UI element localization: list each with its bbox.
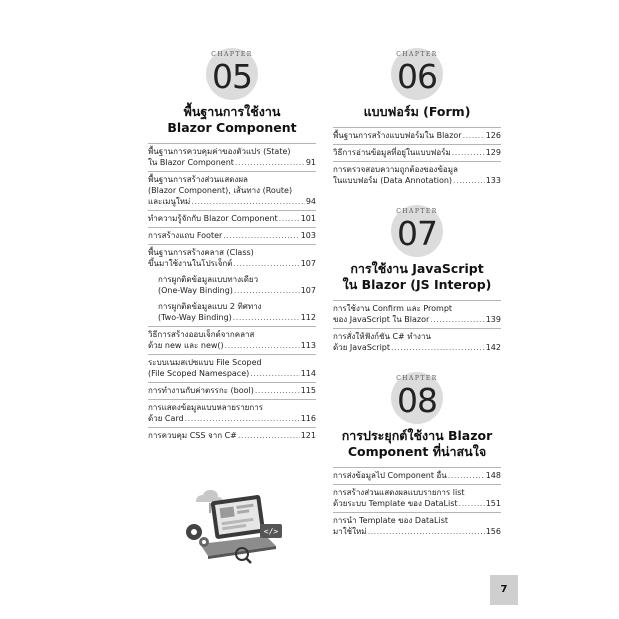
toc-entry-line	[148, 185, 316, 196]
chapter-title-line: แบบฟอร์ม (Form)	[363, 104, 471, 119]
toc-entry	[148, 299, 316, 326]
toc-entry-text: พื้นฐานการสร้างแบบฟอร์มใน Blazor	[333, 131, 462, 140]
toc-entry	[333, 161, 501, 189]
dot-leader	[459, 498, 485, 509]
dot-leader	[279, 213, 300, 224]
toc-entry	[148, 244, 316, 272]
chapter-title-line: ใน Blazor (JS Interop)	[342, 277, 492, 292]
chapter-badge	[206, 48, 258, 100]
toc-page-number: 139	[485, 315, 501, 324]
toc-entry	[333, 144, 501, 161]
toc-entry-line	[158, 274, 316, 285]
dot-leader	[223, 230, 299, 241]
toc-entry-text: การสร้างส่วนแสดงผลแบบรายการ list	[333, 488, 465, 497]
toc-page-number: 148	[485, 471, 501, 480]
toc-page-number: 129	[485, 148, 501, 157]
toc-entry	[333, 512, 501, 540]
toc-entry-text: พื้นฐานการสร้างคลาส (Class)	[148, 248, 254, 257]
toc-entry-line	[158, 285, 316, 296]
chapter-word: CHAPTER	[396, 208, 438, 215]
toc-entry-line	[148, 146, 316, 157]
dot-leader	[233, 258, 299, 269]
chapter-08	[333, 372, 501, 540]
toc-page-number: 115	[300, 386, 316, 395]
toc-entry-text: ของ JavaScript ใน Blazor	[333, 315, 430, 324]
toc-entry	[148, 272, 316, 299]
toc-entry-text: (File Scoped Namespace)	[148, 369, 250, 378]
toc-entry-line	[333, 147, 501, 158]
dot-leader	[255, 385, 300, 396]
toc-page-number: 133	[485, 176, 501, 185]
toc-entry-line	[148, 258, 316, 269]
toc-entry-text: (One-Way Binding)	[158, 286, 233, 295]
toc-entry-line	[333, 342, 501, 353]
toc-entry	[148, 210, 316, 227]
toc-entry-text: (Blazor Component), เส้นทาง (Route)	[148, 186, 293, 195]
toc-entry	[148, 382, 316, 399]
dot-leader	[250, 368, 299, 379]
toc-entry	[333, 467, 501, 484]
toc-page-number: 101	[300, 214, 316, 223]
toc-entry-line	[148, 413, 316, 424]
chapters-right-column	[333, 48, 501, 540]
laptop-gears-illustration	[178, 480, 288, 570]
dot-leader	[185, 413, 300, 424]
toc-entry	[148, 171, 316, 210]
toc-entry-line	[333, 303, 501, 314]
toc-entry-line	[333, 515, 501, 526]
chapter-badge	[391, 48, 443, 100]
dot-leader	[225, 340, 300, 351]
toc-page-number: 156	[485, 527, 501, 536]
page-number: 7	[500, 584, 508, 595]
toc-entry-line	[148, 368, 316, 379]
toc-entry-line	[148, 385, 316, 396]
toc-entry-text: ระบบเนมสเปซแบบ File Scoped	[148, 358, 262, 367]
chapter-title-line: การใช้งาน JavaScript	[350, 261, 484, 276]
toc-entry-text: การทำงานกับค่าตรรกะ (bool)	[148, 386, 254, 395]
toc-page-number: 107	[300, 259, 316, 268]
chapter-badge	[391, 372, 443, 424]
toc-list	[333, 300, 501, 356]
toc-entry-text: การควบคุม CSS จาก C#	[148, 431, 237, 440]
dot-leader	[233, 312, 300, 323]
toc-entry-text: ด้วย JavaScript	[333, 343, 391, 352]
chapter-title	[333, 428, 501, 460]
toc-entry-text: การผูกติดข้อมูลแบบ 2 ทิศทาง	[158, 302, 262, 311]
toc-entry-text: การใช้งาน Confirm และ Prompt	[333, 304, 453, 313]
toc-entry	[148, 227, 316, 244]
toc-entry-text: วิธีการอ่านข้อมูลที่อยู่ในแบบฟอร์ม	[333, 148, 451, 157]
toc-entry	[148, 354, 316, 382]
dot-leader	[234, 285, 300, 296]
chapter-word: CHAPTER	[211, 51, 253, 58]
toc-page-number: 103	[300, 231, 316, 240]
toc-entry-text: (Two-Way Binding)	[158, 313, 232, 322]
chapter-title	[333, 261, 501, 293]
toc-entry-text: การนำ Template ของ DataList	[333, 516, 448, 525]
toc-entry-line	[333, 331, 501, 342]
dot-leader	[191, 196, 305, 207]
chapter-title-line: Component ที่น่าสนใจ	[347, 444, 487, 459]
toc-entry-text: ด้วย new และ new()	[148, 341, 224, 350]
toc-entry-line	[148, 230, 316, 241]
toc-entry-text: การผูกติดข้อมูลแบบทางเดียว	[158, 275, 259, 284]
toc-entry-line	[333, 487, 501, 498]
toc-entry-line	[148, 196, 316, 207]
toc-entry	[148, 326, 316, 354]
toc-entry-line	[148, 157, 316, 168]
toc-list	[148, 143, 316, 444]
toc-entry-text: และเมนูใหม่	[148, 197, 191, 206]
dot-leader	[430, 314, 484, 325]
dot-leader	[463, 130, 485, 141]
toc-entry-text: การตรวจสอบความถูกต้องของข้อมูล	[333, 165, 458, 174]
toc-page-number: 116	[300, 414, 316, 423]
toc-entry-line	[333, 526, 501, 537]
toc-page-number: 126	[485, 131, 501, 140]
chapter-number: 05	[212, 57, 252, 96]
toc-entry-text: การแสดงข้อมูลแบบหลายรายการ	[148, 403, 263, 412]
toc-entry	[148, 399, 316, 427]
toc-entry-line	[148, 329, 316, 340]
chapter-title-line: พื้นฐานการใช้งาน	[183, 104, 281, 119]
toc-entry-text: ในแบบฟอร์ม (Data Annotation)	[333, 176, 453, 185]
toc-entry-line	[148, 247, 316, 258]
chapter-06	[333, 48, 501, 189]
toc-entry-text: การสร้างแถบ Footer	[148, 231, 223, 240]
dot-leader	[238, 430, 300, 441]
toc-entry-line	[333, 164, 501, 175]
code-tag-text: </>	[263, 527, 279, 536]
dot-leader	[453, 175, 485, 186]
toc-entry-line	[148, 174, 316, 185]
toc-page-number: 91	[305, 158, 316, 167]
chapter-number: 06	[397, 57, 437, 96]
dot-leader	[368, 526, 485, 537]
chapter-number: 08	[397, 381, 437, 420]
toc-entry-text: การส่งข้อมูลไป Component อื่น	[333, 471, 447, 480]
toc-entry	[148, 427, 316, 444]
toc-entry-text: มาใช้ใหม่	[333, 527, 367, 536]
toc-entry	[333, 484, 501, 512]
toc-page-number: 94	[305, 197, 316, 206]
chapter-title	[148, 104, 316, 136]
chapter-title-line: การประยุกต์ใช้งาน Blazor	[341, 428, 493, 443]
toc-page-number: 121	[300, 431, 316, 440]
chapter-05	[148, 48, 316, 444]
toc-entry	[333, 127, 501, 144]
toc-entry-line	[148, 340, 316, 351]
toc-entry	[148, 143, 316, 171]
toc-list	[333, 127, 501, 189]
toc-entry-line	[158, 301, 316, 312]
chapter-badge	[391, 205, 443, 257]
chapter-07	[333, 205, 501, 356]
toc-page-number: 142	[485, 343, 501, 352]
toc-page-number: 112	[300, 313, 316, 322]
toc-entry-text: พื้นฐานการสร้างส่วนแสดงผล	[148, 175, 248, 184]
page-number-tab	[490, 575, 518, 605]
toc-entry-line	[333, 130, 501, 141]
toc-entry-text: วิธีการสร้างออบเจ็กต์จากคลาส	[148, 330, 255, 339]
toc-entry-line	[333, 314, 501, 325]
chapter-title-line: Blazor Component	[167, 120, 297, 135]
toc-page-number: 114	[300, 369, 316, 378]
dot-leader	[235, 157, 305, 168]
toc-list	[333, 467, 501, 540]
toc-entry-text: การสั่งให้ฟังก์ชัน C# ทำงาน	[333, 332, 431, 341]
toc-entry-line	[148, 357, 316, 368]
toc-entry-text: พื้นฐานการควบคุมค่าของตัวแปร (State)	[148, 147, 291, 156]
dot-leader	[391, 342, 485, 353]
chapter-word: CHAPTER	[396, 51, 438, 58]
dot-leader	[452, 147, 485, 158]
toc-entry-line	[148, 430, 316, 441]
toc-entry	[333, 300, 501, 328]
chapter-word: CHAPTER	[396, 375, 438, 382]
toc-page-number: 151	[485, 499, 501, 508]
toc-page-number: 107	[300, 286, 316, 295]
toc-entry-text: ขึ้นมาใช้งานในโปรเจ็กต์	[148, 259, 233, 268]
toc-page-number: 113	[300, 341, 316, 350]
toc-entry-text: ใน Blazor Component	[148, 158, 234, 167]
toc-entry-line	[333, 498, 501, 509]
toc-entry-line	[148, 402, 316, 413]
chapter-title	[333, 104, 501, 120]
toc-entry-line	[158, 312, 316, 323]
toc-entry	[333, 328, 501, 356]
dot-leader	[448, 470, 485, 481]
toc-entry-line	[333, 470, 501, 481]
chapter-number: 07	[397, 214, 437, 253]
toc-entry-line	[148, 213, 316, 224]
toc-entry-line	[333, 175, 501, 186]
toc-entry-text: ทำความรู้จักกับ Blazor Component	[148, 214, 278, 223]
toc-entry-text: ด้วย Card	[148, 414, 184, 423]
toc-entry-text: ด้วยระบบ Template ของ DataList	[333, 499, 458, 508]
